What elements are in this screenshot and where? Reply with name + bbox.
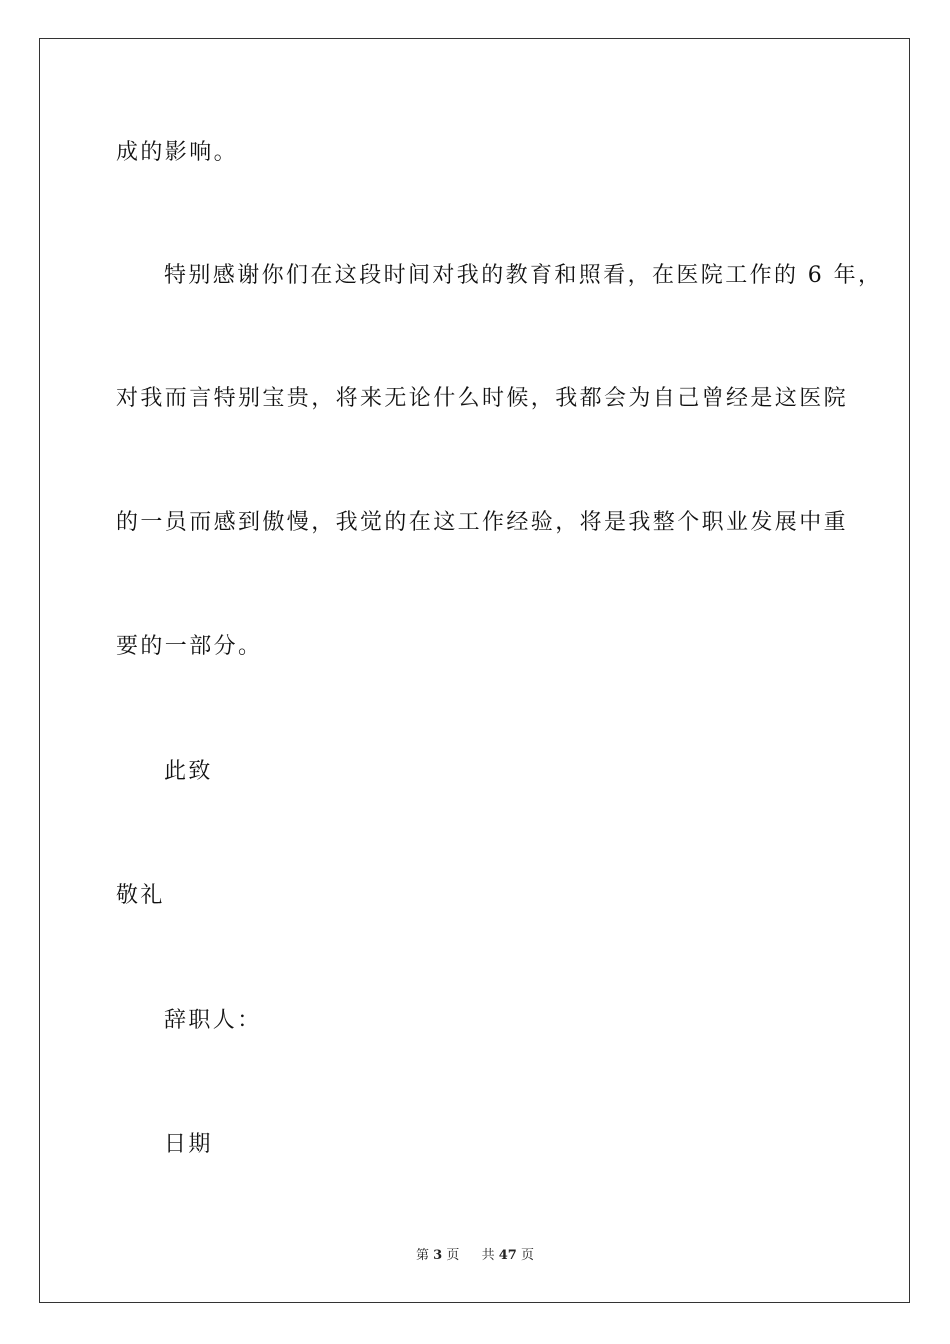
paragraph-line: 成的影响。: [116, 140, 239, 165]
total-suffix: 页: [521, 1248, 535, 1263]
resigner-label: 辞职人：: [164, 1008, 262, 1033]
closing-regards: 敬礼: [116, 883, 165, 908]
total-pages: 47: [498, 1248, 517, 1263]
date-label: 日期: [164, 1132, 213, 1157]
total-prefix: 共: [481, 1248, 495, 1263]
paragraph-line: 的一员而感到傲慢，我觉的在这工作经验，将是我整个职业发展中重: [116, 510, 849, 535]
page-border: [39, 38, 910, 1303]
paragraph-line: 特别感谢你们在这段时间对我的教育和照看，在医院工作的 6 年，: [164, 263, 883, 288]
closing-salutation: 此致: [164, 759, 213, 784]
page-footer: [0, 1247, 950, 1265]
paragraph-line: 要的一部分。: [116, 634, 263, 659]
page-prefix: 第: [415, 1248, 429, 1263]
page-number: 3: [433, 1248, 443, 1263]
page-suffix: 页: [446, 1248, 460, 1263]
paragraph-line: 对我而言特别宝贵，将来无论什么时候，我都会为自己曾经是这医院: [116, 386, 849, 411]
